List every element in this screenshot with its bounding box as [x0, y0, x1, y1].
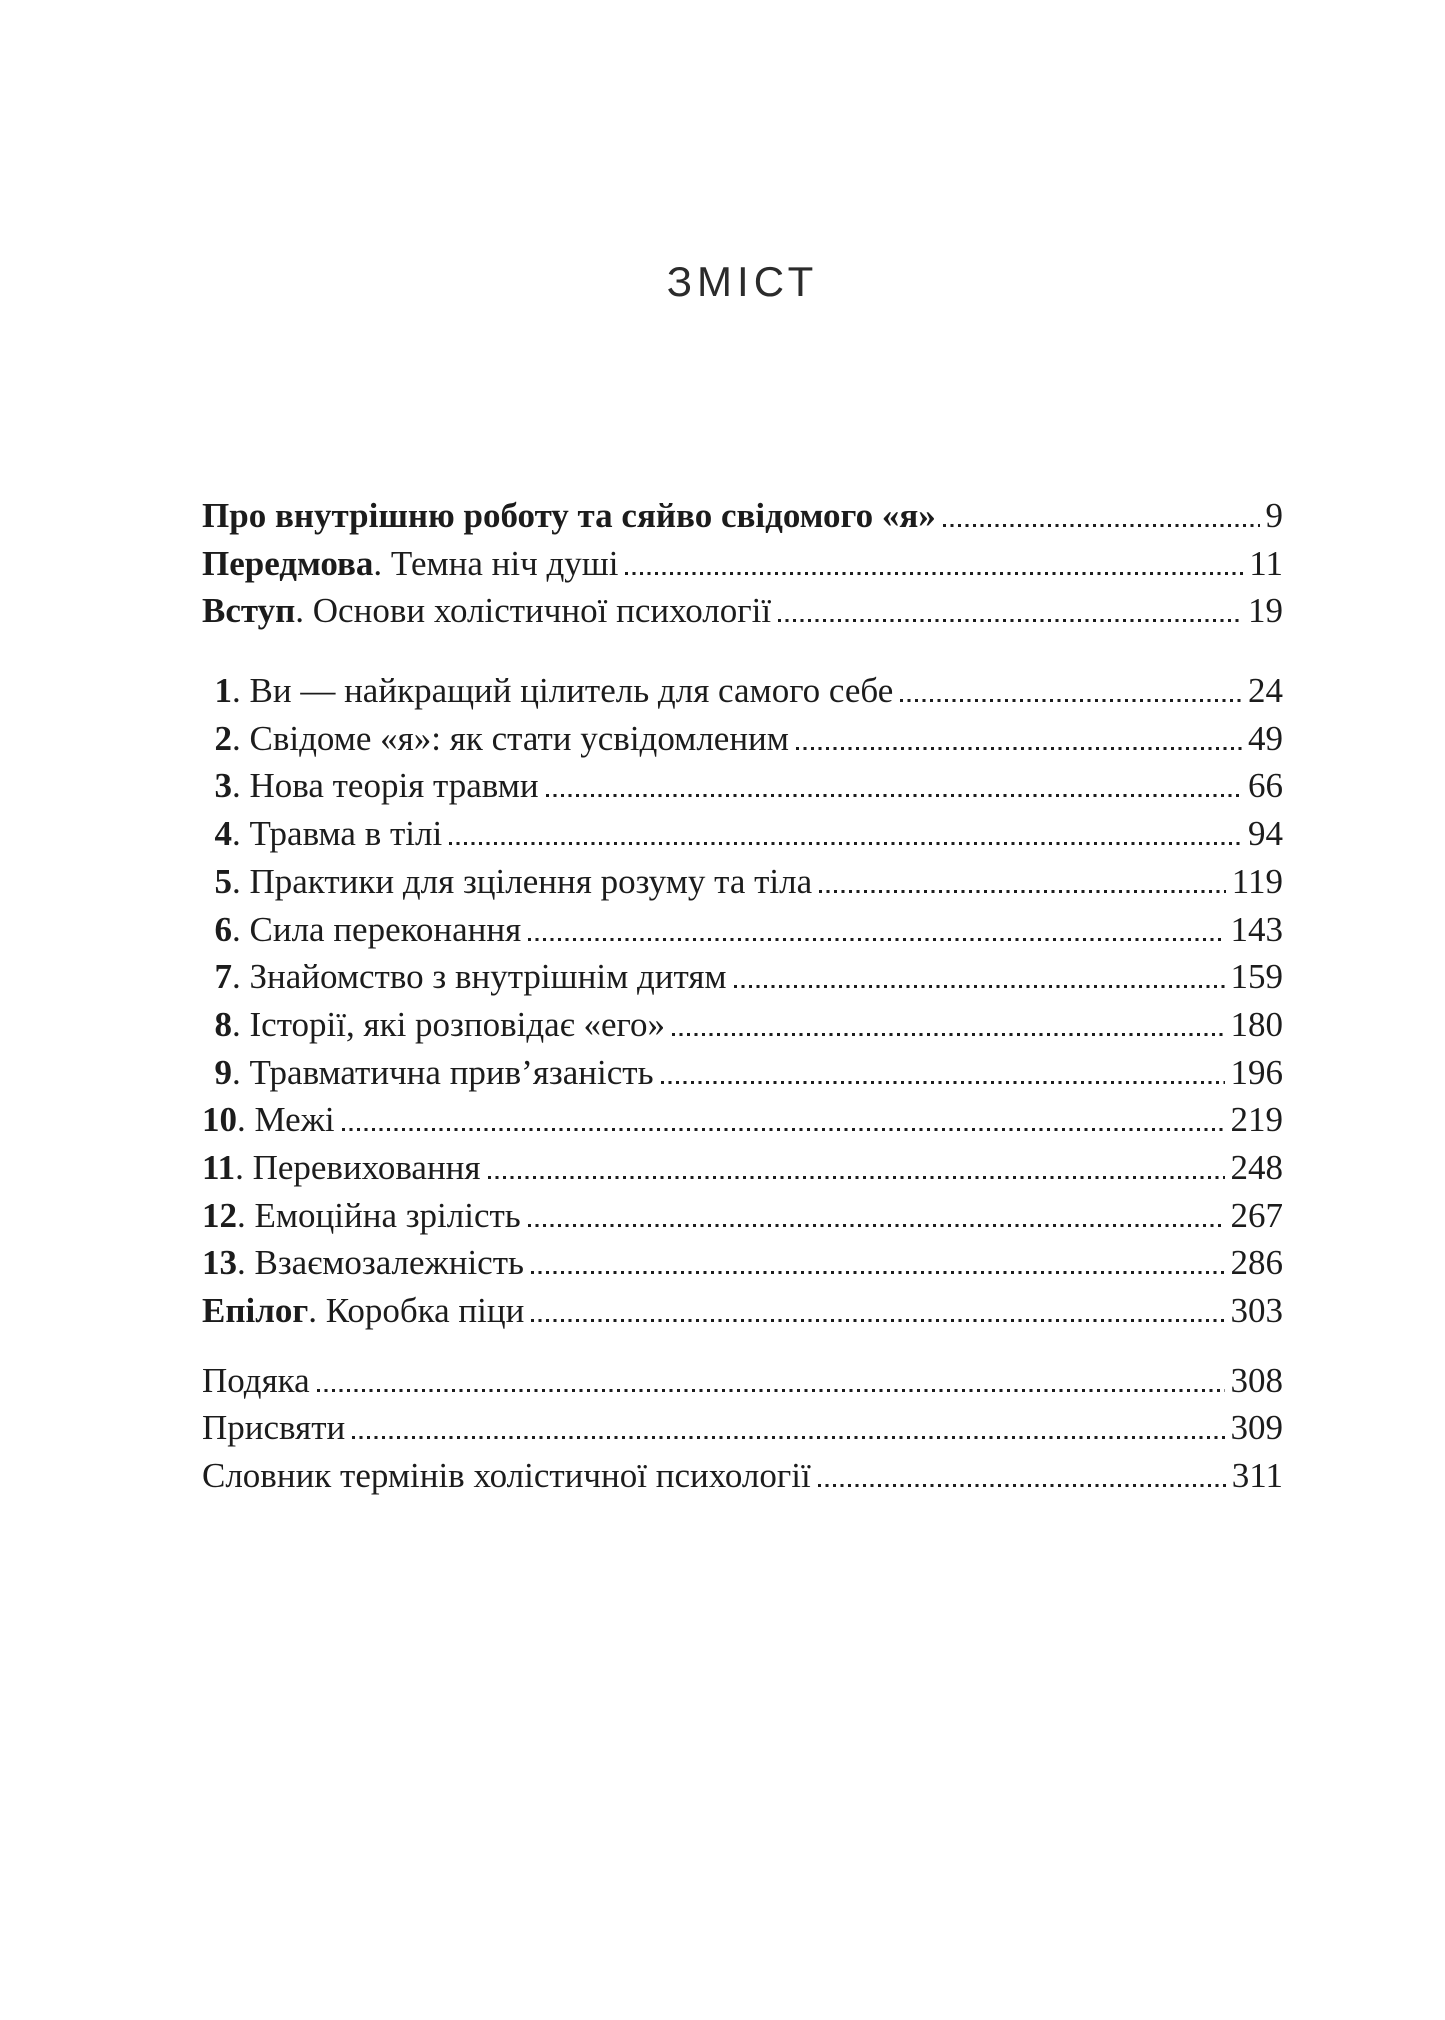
entry-bold-prefix: Передмова — [202, 543, 374, 583]
entry-page-number: 11 — [1249, 543, 1283, 583]
toc-entry — [202, 1456, 1283, 1504]
toc-entry — [202, 1361, 1283, 1409]
entry-bold-prefix: Про внутрішню роботу та сяйво свідомого «я» — [202, 496, 936, 535]
entry-page-number: 24 — [1248, 671, 1283, 711]
chapter-number: 11 — [202, 1147, 236, 1187]
dot-leader — [734, 985, 1225, 988]
toc-entry — [202, 1053, 1283, 1101]
entry-label — [202, 814, 442, 854]
chapter-number: 9 — [214, 1052, 232, 1092]
chapter-number: 12 — [202, 1195, 237, 1235]
entry-page-number: 311 — [1231, 1456, 1283, 1496]
dot-leader — [531, 1319, 1224, 1322]
toc-entry — [202, 957, 1283, 1005]
toc-entry — [202, 544, 1283, 592]
entry-page-number: 9 — [1265, 496, 1283, 535]
entry-bold-prefix: Вступ — [202, 591, 296, 631]
entry-page-number: 119 — [1231, 861, 1283, 901]
entry-page-number: 267 — [1230, 1195, 1283, 1235]
toc-entry — [202, 591, 1283, 639]
toc-entry — [202, 862, 1283, 910]
dot-leader — [943, 524, 1260, 527]
toc-entry — [202, 671, 1283, 719]
entry-title: . Коробка піци — [308, 1291, 525, 1330]
entry-page-number: 219 — [1230, 1100, 1283, 1140]
entry-page-number: 159 — [1230, 957, 1283, 997]
entry-title: . Практики для зцілення розуму та тіла — [232, 861, 813, 901]
toc-back-matter — [202, 1361, 1283, 1504]
chapter-number: 4 — [214, 814, 232, 854]
chapter-number: 10 — [202, 1100, 237, 1140]
entry-label — [202, 1100, 335, 1140]
entry-label: Подяка — [202, 1360, 310, 1400]
entry-page-number: 19 — [1248, 591, 1283, 631]
entry-label — [202, 910, 521, 950]
toc-entry — [202, 766, 1283, 814]
dot-leader — [352, 1436, 1224, 1439]
chapter-number: 2 — [214, 718, 232, 758]
toc-entry — [202, 496, 1283, 544]
entry-title: . Перевиховання — [235, 1147, 481, 1187]
entry-page-number: 308 — [1230, 1360, 1283, 1400]
dot-leader — [317, 1389, 1225, 1392]
entry-page-number: 49 — [1248, 718, 1283, 758]
entry-label — [202, 544, 618, 584]
toc-entry — [202, 910, 1283, 958]
entry-title: . Ви — найкращий цілитель для самого себе — [232, 671, 894, 711]
entry-label — [202, 862, 812, 902]
entry-page-number: 66 — [1248, 766, 1283, 806]
page-content — [202, 0, 1283, 1504]
entry-title: . Основи холістичної психології — [295, 591, 772, 631]
toc-entry — [202, 1243, 1283, 1291]
chapter-number: 7 — [214, 957, 232, 997]
dot-leader — [672, 1033, 1225, 1036]
dot-leader — [796, 747, 1242, 750]
entry-page-number: 94 — [1248, 814, 1283, 854]
chapter-number: 3 — [214, 766, 232, 806]
entry-page-number: 286 — [1230, 1243, 1283, 1283]
dot-leader — [818, 1484, 1226, 1487]
entry-label — [202, 1148, 481, 1188]
chapter-number: 13 — [202, 1243, 237, 1283]
dot-leader — [528, 1224, 1225, 1227]
entry-page-number: 143 — [1230, 909, 1283, 949]
page-title: ЗМІСТ — [666, 258, 819, 305]
entry-label: Словник термінів холістичної психології — [202, 1456, 811, 1496]
table-of-contents — [202, 496, 1283, 1504]
toc-entry — [202, 1148, 1283, 1196]
entry-title: . Свідоме «я»: як стати усвідомленим — [232, 718, 789, 758]
entry-label — [202, 1053, 654, 1093]
entry-label — [202, 1005, 665, 1045]
chapter-number: 5 — [214, 861, 232, 901]
entry-title: . Знайомство з внутрішнім дитям — [232, 957, 727, 997]
entry-title: . Взаємозалежність — [237, 1243, 524, 1283]
chapter-number: 6 — [214, 909, 232, 949]
toc-entry — [202, 1196, 1283, 1244]
toc-entry — [202, 1005, 1283, 1053]
entry-title: . Емоційна зрілість — [237, 1195, 521, 1235]
entry-label — [202, 496, 936, 536]
entry-title: . Травма в тілі — [232, 814, 443, 854]
entry-label — [202, 766, 539, 806]
dot-leader — [546, 794, 1242, 797]
entry-title: . Темна ніч душі — [373, 543, 619, 583]
toc-chapters — [202, 671, 1283, 1339]
dot-leader — [531, 1271, 1225, 1274]
entry-page-number: 180 — [1230, 1004, 1283, 1044]
entry-title: . Історії, які розповідає «его» — [232, 1004, 665, 1044]
toc-entry — [202, 814, 1283, 862]
entry-bold-prefix: Епілог — [202, 1291, 309, 1330]
entry-title: . Межі — [237, 1100, 335, 1140]
toc-entry — [202, 1408, 1283, 1456]
dot-leader — [778, 619, 1242, 622]
toc-entry — [202, 719, 1283, 767]
entry-label — [202, 591, 771, 631]
entry-page-number: 196 — [1230, 1052, 1283, 1092]
entry-label — [202, 957, 727, 997]
entry-title: . Травматична прив’язаність — [232, 1052, 654, 1092]
chapter-number: 1 — [214, 671, 232, 711]
dot-leader — [528, 938, 1224, 941]
entry-label: Присвяти — [202, 1408, 346, 1448]
entry-label — [202, 1243, 524, 1283]
entry-page-number: 309 — [1230, 1408, 1283, 1448]
entry-page-number: 303 — [1230, 1291, 1283, 1330]
chapter-number: 8 — [214, 1004, 232, 1044]
entry-page-number: 248 — [1230, 1147, 1283, 1187]
entry-label — [202, 671, 893, 711]
toc-front-matter — [202, 496, 1283, 639]
dot-leader — [449, 842, 1242, 845]
entry-title: . Нова теорія травми — [232, 766, 539, 806]
dot-leader — [488, 1176, 1225, 1179]
entry-title: . Сила переконання — [232, 909, 522, 949]
entry-label — [202, 719, 789, 759]
dot-leader — [661, 1081, 1225, 1084]
entry-label — [202, 1196, 521, 1236]
dot-leader — [625, 572, 1243, 575]
dot-leader — [900, 699, 1242, 702]
dot-leader — [342, 1128, 1225, 1131]
dot-leader — [819, 890, 1226, 893]
entry-label — [202, 1291, 524, 1331]
toc-entry — [202, 1291, 1283, 1339]
toc-entry — [202, 1100, 1283, 1148]
